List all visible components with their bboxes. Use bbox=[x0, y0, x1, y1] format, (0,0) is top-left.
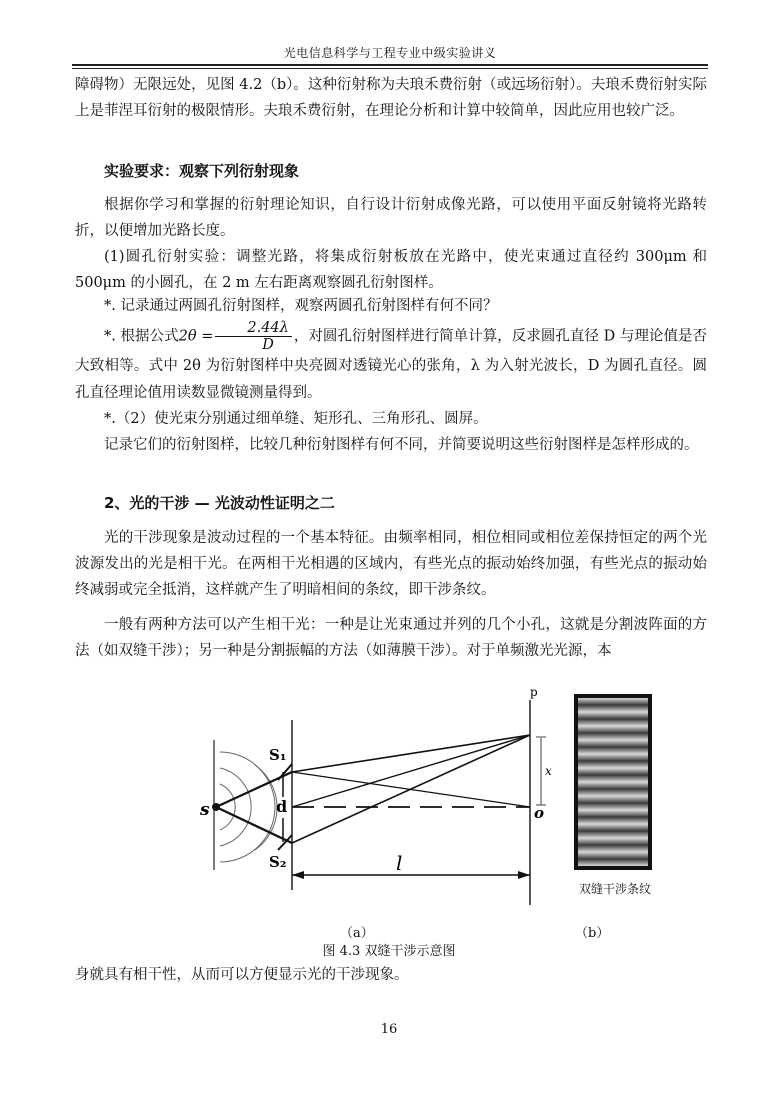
paragraph-4 bbox=[75, 293, 707, 319]
l-arrow-left bbox=[292, 871, 304, 879]
paragraph-2 bbox=[75, 192, 707, 244]
fringe-pattern bbox=[574, 694, 652, 870]
fringe-stripe bbox=[578, 852, 648, 866]
header-rule-thin bbox=[72, 68, 708, 69]
label-p: p bbox=[530, 685, 538, 699]
header-rule bbox=[72, 64, 708, 66]
paragraph-1-text: 障碍物）无限远处，见图 4.2（b）。这种衍射称为夫琅禾费衍射（或远场衍射）。夫琅禾费衍射实际上是菲涅耳衍射的极限情形。夫琅禾费衍射，在理论分析和计算中较简单，因此应用也较广泛。 bbox=[75, 77, 707, 119]
wavefront-arcs bbox=[220, 752, 277, 862]
paragraph-5-text bbox=[75, 320, 707, 407]
fringe-stripe bbox=[578, 824, 648, 838]
label-d: d bbox=[276, 797, 288, 816]
paragraph-1 bbox=[75, 72, 707, 124]
fringe-stripes bbox=[578, 698, 648, 866]
heading-interference bbox=[75, 490, 707, 516]
paragraph-6-text: *.（2）使光束分别通过细单缝、矩形孔、三角形孔、圆屏。 bbox=[104, 411, 488, 427]
label-l: l bbox=[396, 851, 403, 875]
label-s2: S₂ bbox=[269, 853, 287, 871]
paragraph-8 bbox=[75, 525, 707, 603]
paragraph-9 bbox=[75, 612, 707, 664]
paragraph-3 bbox=[75, 244, 707, 296]
paragraph-7-text: 记录它们的衍射图样，比较几种衍射图样有何不同，并简要说明这些衍射图样是怎样形成的。 bbox=[104, 437, 699, 453]
fringe-stripe bbox=[578, 698, 648, 712]
paragraph-6 bbox=[75, 406, 707, 432]
paragraph-9-text: 一般有两种方法可以产生相干光：一种是让光束通过并列的几个小孔，这就是分割波阵面的方法（如双缝干涉）；另一种是分割振幅的方法（如薄膜干涉）。对于单频激光光源，本 bbox=[75, 617, 707, 659]
ray-center-p bbox=[292, 735, 530, 807]
figure-title: 图 4.3 双缝干涉示意图 bbox=[322, 944, 456, 959]
formula-denominator: D bbox=[262, 337, 274, 353]
paragraph-8-text: 光的干涉现象是波动过程的一个基本特征。由频率相同，相位相同或相位差保持恒定的两个光波源发出的光是相干光。在两相干光相遇的区域内，有些光点的振动始终加强，有些光点的振动始终减弱或完全抵消，这样就产生了明暗相间的条纹，即干涉条纹。 bbox=[75, 530, 707, 598]
paragraph-4-text: *. 记录通过两圆孔衍射图样，观察两圆孔衍射图样有何不同？ bbox=[104, 298, 498, 314]
label-x: x bbox=[545, 764, 552, 778]
fringe-label: 双缝干涉条纹 bbox=[578, 882, 651, 896]
caption-a: （a） bbox=[340, 926, 374, 941]
formula-intro: *. 根据公式 bbox=[104, 328, 179, 345]
fringe-stripe bbox=[578, 726, 648, 740]
label-o: o bbox=[534, 804, 545, 822]
fringe-stripe bbox=[578, 754, 648, 768]
fringe-stripe bbox=[578, 838, 648, 852]
paragraph-2-text: 根据你学习和掌握的衍射理论知识，自行设计衍射成像光路，可以使用平面反射镜将光路转折，以便增加光路长度。 bbox=[75, 197, 707, 239]
ray-s1-o bbox=[292, 772, 530, 807]
ray-s1-p bbox=[292, 735, 530, 772]
fringe-stripe bbox=[578, 782, 648, 796]
fringe-stripe bbox=[578, 712, 648, 726]
paragraph-10: 身就具有相干性，从而可以方便显示光的干涉现象。 bbox=[75, 967, 409, 983]
wavefront-arc-outer bbox=[220, 752, 275, 862]
label-s: s bbox=[200, 800, 210, 820]
fringe-stripe bbox=[578, 810, 648, 824]
heading-requirements bbox=[75, 158, 707, 184]
wavefront-arc-inner bbox=[220, 784, 235, 830]
heading-interference-text: 2、光的干涉 — 光波动性证明之二 bbox=[104, 494, 335, 512]
header-title: 光电信息科学与工程专业中级实验讲义 bbox=[283, 46, 497, 60]
label-s1: S₁ bbox=[269, 746, 287, 764]
formula-explanation: ，对圆孔衍射图样进行简单计算，反求圆孔直径 D 与理论值是否大致相等。式中 2θ 为衍射图样中央亮圆对透镜光心的张角，λ 为入射光波长，D 为圆孔直径。圆孔直径理论值用读数显微镜测量得到。 bbox=[75, 328, 708, 401]
formula-lhs: 2θ = bbox=[178, 328, 214, 345]
fringe-stripe bbox=[578, 740, 648, 754]
formula-fraction bbox=[215, 320, 291, 353]
formula-numerator: 2.44λ bbox=[215, 320, 291, 337]
caption-b: （b） bbox=[575, 926, 610, 941]
l-arrow-right bbox=[518, 871, 530, 879]
page-number: 16 bbox=[380, 1022, 398, 1037]
paragraph-3-text: (1)圆孔衍射实验：调整光路，将集成衍射板放在光路中，使光束通过直径约 300μm 和 500μm 的小圆孔，在 2 m 左右距离观察圆孔衍射图样。 bbox=[75, 249, 707, 291]
heading-requirements-text: 实验要求：观察下列衍射现象 bbox=[104, 162, 300, 180]
fringe-stripe bbox=[578, 768, 648, 782]
fringe-stripe bbox=[578, 796, 648, 810]
paragraph-7 bbox=[75, 432, 707, 458]
paragraph-5 bbox=[75, 320, 707, 407]
